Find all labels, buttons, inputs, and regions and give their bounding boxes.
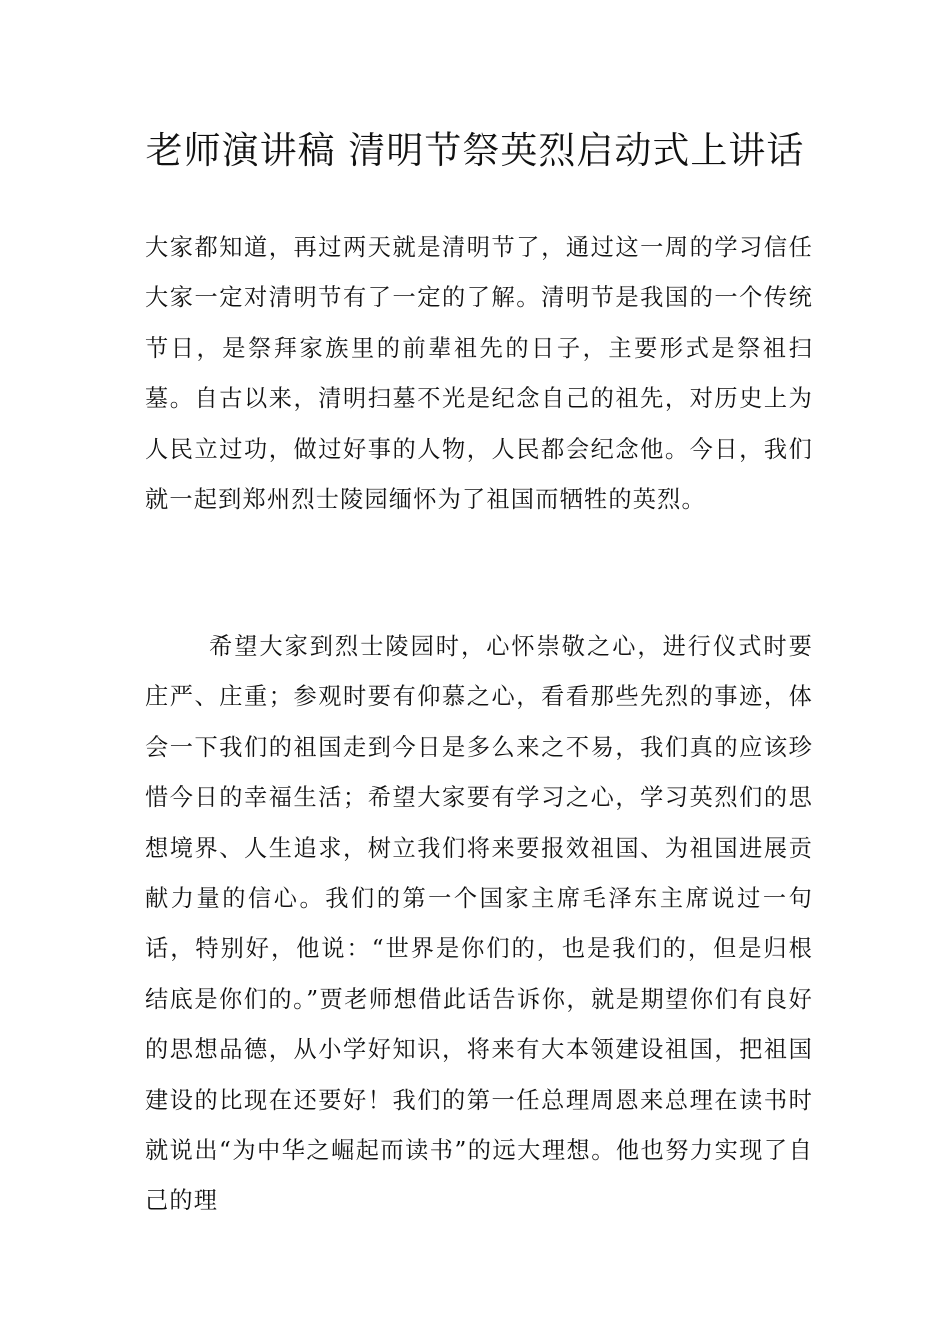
document-title: 老师演讲稿 清明节祭英烈启动式上讲话 bbox=[145, 129, 805, 172]
paragraph-2: 希望大家到烈士陵园时，心怀崇敬之心，进行仪式时要庄严、庄重；参观时要有仰慕之心，看看那些先烈的事迹，体会一下我们的祖国走到今日是多么来之不易，我们真的应该珍惜今日的幸福生活；希望大家要有学习之心，学习英烈们的思想境界、人生追求，树立我们将来要报效祖国、为祖国进展贡献力量的信心。我们的第一个国家主席毛泽东主席说过一句话，特别好，他说：“世界是你们的，也是我们的，但是归根结底是你们的。”贾老师想借此话告诉你，就是期望你们有良好的思想品德，从小学好知识，将来有大本领建设祖国，把祖国建设的比现在还要好！我们的第一任总理周恩来总理在读书时就说出“为中华之崛起而读书”的远大理想。他也努力实现了自己的理 bbox=[145, 633, 813, 1215]
paragraph-1: 大家都知道，再过两天就是清明节了，通过这一周的学习信任大家一定对清明节有了一定的了解。清明节是我国的一个传统节日，是祭拜家族里的前辈祖先的日子，主要形式是祭祖扫墓。自古以来，清明扫墓不光是纪念自己的祖先，对历史上为人民立过功，做过好事的人物，人民都会纪念他。今日，我们就一起到郑州烈士陵园缅怀为了祖国而牺牲的英烈。 bbox=[145, 234, 813, 514]
